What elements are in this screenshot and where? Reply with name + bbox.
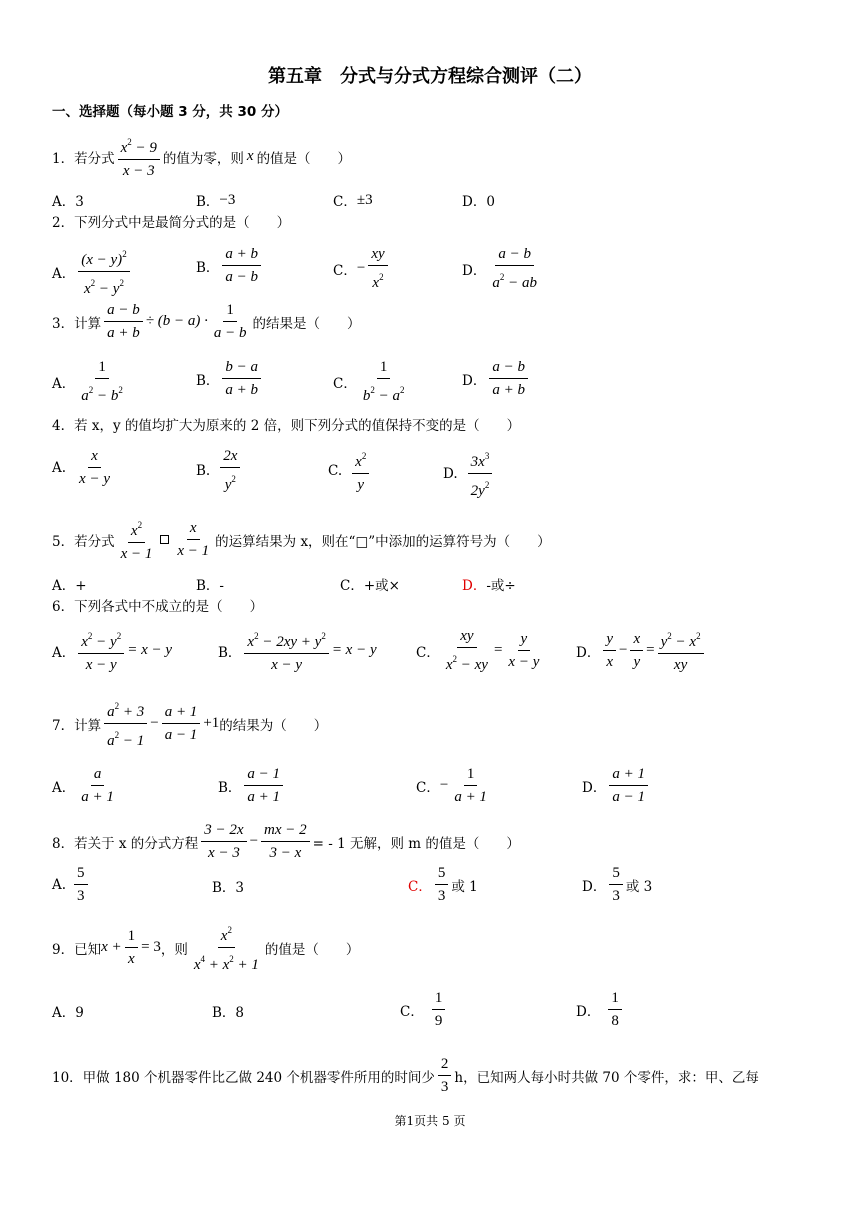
q5-lead: 5．若分式 [52,533,115,550]
q5-option-d [462,574,516,594]
q8-option-a-label: A. [52,876,67,893]
q7-fraction-2: $\frac{a + 1}{a - 1}$ [162,703,201,744]
q6-option-b: B． $\frac{x^2 - 2xy + y^2}{x - y}$ = x − y [218,627,377,674]
q8-option-c [408,864,478,905]
q7-option-a [52,765,120,806]
q7-lead: 7．计算 [52,717,102,734]
q8-tail: = - 1 无解，则 m 的值是（ ） [312,835,520,852]
page-footer: 第1页共 5 页 [394,1114,466,1128]
q5-tail: 的运算结果为 x，则在“□”中添加的运算符号为（ ） [215,533,551,550]
q3-option-c [333,358,410,405]
question-8: 8．若关于 x 的分式方程 $\frac{3 - 2x}{x - 3}$ − $\frac{mx - 2}{3 - x}$ = - 1 无解，则 m 的值是（ ） [52,822,520,861]
q1-option-b [196,190,235,210]
q6-a-fraction: $\frac{x^2 - y^2}{x - y}$ [78,627,124,674]
q7-option-c-label: C． [416,779,440,796]
question-4: 4．若 x，y 的值均扩大为原来的 2 倍，则下列分式的值保持不变的是（ ） [52,418,521,434]
q6-option-a: A． $\frac{x^2 - y^2}{x - y}$ = x − y [52,627,172,674]
q2-option-c: C． − $\frac{xy}{x^2}$ [333,245,391,292]
q4-a-fraction: $\frac{x}{x - y}$ [79,448,110,487]
q3-tail: 的结果是（ ） [252,315,361,332]
q2-d-fraction: $\frac{a - b}{a^2 - ab}$ [492,246,537,291]
q3-option-b-label: B． [196,372,220,389]
q9-option-d-label: D． [576,1003,601,1020]
q1-var: x [246,148,254,164]
q8-fraction-1: $\frac{3 - 2x}{x - 3}$ [201,821,246,862]
q3-option-b [196,358,264,399]
q8-option-d-label: D． [582,878,607,895]
q9-tail: 的值是（ ） [264,941,360,958]
q7-b-fraction: $\frac{a - 1}{a + 1}$ [244,765,283,806]
q5-fraction-2: $\frac{x}{x - 1}$ [177,520,210,559]
q9-fraction-2: $\frac{x^2}{x^4 + x^2 + 1}$ [191,921,262,974]
q3-option-d-label: D． [462,372,487,389]
q5-fraction-1: $\frac{x^2}{x - 1}$ [118,516,156,563]
q4-option-d [443,447,495,500]
q5-option-d-text: -或÷ [486,578,516,594]
q7-a-fraction: $\frac{a}{a + 1}$ [81,766,114,805]
question-6: 6．下列各式中不成立的是（ ） [52,599,264,615]
question-9: 9．已知 x + $\frac{1}{x}$ = 3 ，则 $\frac{x^2}{x^4 + x^2 + 1}$ 的值是（ ） [52,921,359,974]
q2-option-d [462,245,543,292]
q10-tail: h，已知两人每小时共做 70 个零件，求：甲、乙每 [454,1069,759,1086]
q10-fraction: $\frac{2}{3}$ [438,1055,452,1096]
q9-option-c [400,989,448,1030]
q9-mid: ，则 [160,941,188,958]
q8-option-b: B．3 [212,880,245,896]
q6-d-fraction-2: $\frac{x}{y}$ [630,630,643,671]
q8-option-d [582,864,652,905]
q3-a-fraction: $\frac{1}{a^2 - b^2}$ [81,359,123,404]
q4-option-a-label: A. [52,459,67,476]
q2-a-fraction: $\frac{(x - y)^2}{x^2 - y^2}$ [78,245,129,298]
q1-option-b-value: −3 [219,191,236,208]
q8-d-fraction: $\frac{5}{3}$ [609,864,623,905]
q7-option-a-label: A． [52,779,76,796]
q1-option-b-label: B． [196,194,220,210]
question-1 [52,133,351,180]
q8-lead: 8．若关于 x 的分式方程 [52,835,199,852]
q2-c-fraction: $\frac{xy}{x^2}$ [368,245,387,292]
q4-option-c-label: C. [328,462,343,479]
q8-option-c-tail: 或 1 [451,878,478,895]
q2-option-d-label: D． [462,262,487,279]
q7-option-d-label: D． [582,779,607,796]
q3-option-a-label: A． [52,375,76,392]
q9-option-a: A．9 [52,1005,84,1021]
q2-option-b-label: B． [196,259,220,276]
q9-option-d [576,989,625,1030]
q6-c-fraction-2: $\frac{y}{x - y}$ [508,631,540,670]
q1-option-d: D．0 [462,194,495,210]
q8-a-fraction: $\frac{5}{3}$ [74,864,88,905]
q1-option-a: A．3 [52,194,84,210]
q1-option-c-value: ±3 [356,191,373,208]
q7-tail: 的结果为（ ） [219,717,328,734]
q7-option-b [218,765,286,806]
q8-option-d-tail: 或 3 [625,878,653,895]
q3-option-d [462,358,531,399]
q6-option-b-label: B． [218,644,242,661]
q8-c-fraction: $\frac{5}{3}$ [435,864,449,905]
q9-c-fraction: $\frac{1}{9}$ [432,989,446,1030]
q4-option-b-label: B. [196,462,211,479]
q4-option-c [328,447,372,494]
q4-d-fraction: $\frac{3x^3}{2y^2}$ [468,447,493,500]
q6-d-fraction-1: $\frac{y}{x}$ [603,630,616,671]
q7-option-d [582,765,651,806]
q1-fraction: $\frac{x^2 - 9}{x - 3}$ [118,133,160,180]
q2-option-a [52,245,133,298]
q7-fraction-1: $\frac{a^2 + 3}{a^2 - 1}$ [104,697,147,750]
operator-box [160,535,169,544]
q2-b-fraction: $\frac{a + b}{a - b}$ [222,245,261,286]
q4-option-d-label: D. [443,465,458,482]
question-2: 2．下列分式中是最简分式的是（ ） [52,215,291,231]
q1-lead: 1．若分式 [52,150,115,167]
q5-option-b: B．- [196,578,224,594]
q3-lead: 3．计算 [52,315,102,332]
section-heading: 一、选择题（每小题 3 分，共 30 分） [52,104,288,120]
q2-option-c-label: C． [333,262,357,279]
q4-option-b [196,447,243,494]
q1-option-c [333,190,373,210]
q7-c-fraction: $\frac{1}{a + 1}$ [454,766,487,805]
q7-d-fraction: $\frac{a + 1}{a - 1}$ [609,765,648,806]
q3-option-a [52,358,129,405]
q6-option-a-label: A． [52,644,76,661]
q3-d-fraction: $\frac{a - b}{a + b}$ [489,358,528,399]
page-title: 第五章 分式与分式方程综合测评（二） [268,66,592,87]
q9-lead: 9．已知 [52,941,102,958]
q3-fraction-2: $\frac{1}{a - b}$ [213,302,247,341]
q6-d-fraction-3: $\frac{y^2 - x^2}{xy}$ [658,627,704,674]
q7-option-b-label: B． [218,779,242,796]
question-3: 3．计算 $\frac{a - b}{a + b}$ ÷ (b − a) · $\frac{1}{a - b}$ 的结果是（ ） [52,302,361,341]
q9-option-b: B．8 [212,1005,245,1021]
q6-b-fraction: $\frac{x^2 - 2xy + y^2}{x - y}$ [244,627,328,674]
q4-c-fraction: $\frac{x^2}{y}$ [352,447,369,494]
q5-option-d-label: D． [462,578,487,594]
q8-option-c-label: C． [408,878,432,895]
q3-c-fraction: $\frac{1}{b^2 - a^2}$ [362,359,405,404]
q3-b-fraction: $\frac{b - a}{a + b}$ [222,358,261,399]
q6-c-fraction-1: $\frac{xy}{x^2 - xy}$ [445,628,488,673]
q6-option-d: D． $\frac{y}{x}$ − $\frac{x}{y}$ = $\frac{y^2 - x^2}{xy}$ [576,627,707,674]
q6-option-d-label: D． [576,644,601,661]
q8-fraction-2: $\frac{mx - 2}{3 - x}$ [261,821,310,862]
q4-option-a [52,447,116,488]
q3-fraction-1: $\frac{a - b}{a + b}$ [104,301,143,342]
q3-option-c-label: C． [333,375,357,392]
q10-lead: 10．甲做 180 个机器零件比乙做 240 个机器零件所用的时间少 [52,1069,435,1086]
question-10 [52,1055,759,1096]
q6-option-c: C． $\frac{xy}{x^2 - xy}$ = $\frac{y}{x - y}$ [416,627,545,674]
question-5 [52,516,551,563]
q4-b-fraction: $\frac{2x}{y^2}$ [220,447,240,494]
q9-option-c-label: C． [400,1003,424,1020]
q5-option-a: A．+ [52,578,87,594]
q1-tail2: 的值是（ ） [256,150,352,167]
q8-option-a [52,864,91,905]
q2-option-a-label: A． [52,265,76,282]
q7-option-c: C． − $\frac{1}{a + 1}$ [416,765,493,806]
q5-option-c: C．+或× [340,578,400,594]
question-7: 7．计算 $\frac{a^2 + 3}{a^2 - 1}$ − $\frac{a + 1}{a - 1}$ +1 的结果为（ ） [52,697,327,750]
q9-fraction-1: $\frac{1}{x}$ [125,927,139,968]
q1-tail: 的值为零，则 [162,150,244,167]
q1-option-c-label: C． [333,194,357,210]
q2-option-b [196,245,264,286]
q9-d-fraction: $\frac{1}{8}$ [608,989,622,1030]
q6-option-c-label: C． [416,644,440,661]
